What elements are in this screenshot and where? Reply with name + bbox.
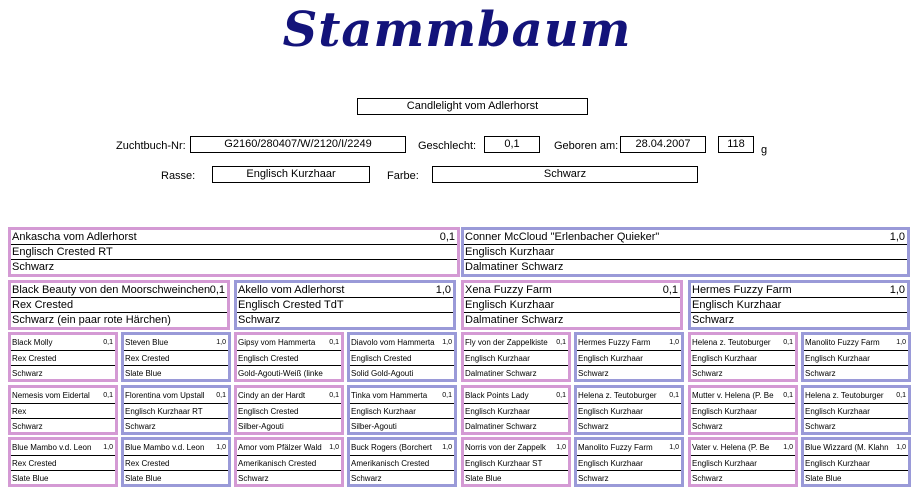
animal-name: Helena z. Teutoburger 0,1 <box>804 388 908 404</box>
sex-code: 0,1 <box>662 284 678 296</box>
animal-name: Blue Mambo v.d. Leon 1,0 <box>124 440 228 456</box>
sex-code: 0,1 <box>209 284 225 296</box>
animal-name: Hermes Fuzzy Farm 1,0 <box>577 335 681 351</box>
gewicht-field: 118 <box>718 136 754 153</box>
generation5-card <box>801 437 911 487</box>
generation4-card <box>8 385 118 435</box>
animal-breed: Englisch Kurzhaar <box>577 351 681 366</box>
animal-name: Blue Wizzard (M. Klahn 1,0 <box>804 440 908 456</box>
sex-code: 0,1 <box>442 388 452 404</box>
sex-code: 0,1 <box>556 388 566 404</box>
animal-color: Schwarz <box>125 422 156 431</box>
sex-code: 0,1 <box>556 335 566 351</box>
animal-name: Diavolo vom Hammerta 1,0 <box>350 335 454 351</box>
animal-name: Helena z. Teutoburger 0,1 <box>691 335 795 351</box>
animal-color: Gold-Agouti-Weiß (linke <box>238 369 323 378</box>
animal-color: Schwarz <box>238 474 269 483</box>
zuchtbuch-field: G2160/280407/W/2120/I/2249 <box>190 136 406 153</box>
animal-color: Schwarz (ein paar rote Härchen) <box>12 314 171 326</box>
sex-code: 0,1 <box>896 388 906 404</box>
animal-breed: Rex Crested <box>11 298 227 313</box>
animal-name: Tinka vom Hammerta 0,1 <box>350 388 454 404</box>
generation5-card <box>688 437 798 487</box>
rasse-field: Englisch Kurzhaar <box>212 166 370 183</box>
animal-color: Schwarz <box>692 422 723 431</box>
animal-breed: Englisch Kurzhaar <box>804 456 908 471</box>
sex-code: 1,0 <box>896 440 906 456</box>
sex-code: 1,0 <box>216 335 226 351</box>
animal-name: Manolito Fuzzy Farm 1,0 <box>804 335 908 351</box>
animal-color: Dalmatiner Schwarz <box>465 369 537 378</box>
generation3-card <box>121 332 231 382</box>
animal-color: Silber-Agouti <box>238 422 284 431</box>
sex-code: 0,1 <box>216 388 226 404</box>
animal-breed: Englisch Kurzhaar ST <box>464 456 568 471</box>
animal-breed: Englisch Crested TdT <box>237 298 453 313</box>
animal-breed: Englisch Kurzhaar <box>691 404 795 419</box>
sex-code: 0,1 <box>783 388 793 404</box>
animal-color: Solid Gold-Agouti <box>351 369 414 378</box>
generation2-card <box>234 280 456 330</box>
animal-color: Schwarz <box>12 369 43 378</box>
sex-code: 1,0 <box>442 335 452 351</box>
sex-code: 1,0 <box>669 440 679 456</box>
sex-code: 1,0 <box>435 284 451 296</box>
farbe-label: Farbe: <box>387 170 419 182</box>
sex-code: 1,0 <box>442 440 452 456</box>
animal-color: Schwarz <box>351 474 382 483</box>
animal-color: Silber-Agouti <box>351 422 397 431</box>
sex-code: 1,0 <box>216 440 226 456</box>
animal-name-field: Candlelight vom Adlerhorst <box>357 98 588 115</box>
animal-name: Steven Blue 1,0 <box>124 335 228 351</box>
rasse-label: Rasse: <box>161 170 196 182</box>
animal-name: Buck Rogers (Borchert 1,0 <box>350 440 454 456</box>
sex-code: 1,0 <box>896 335 906 351</box>
animal-name: Akello vom Adlerhorst 1,0 <box>238 284 451 296</box>
animal-color: Slate Blue <box>125 369 162 378</box>
generation2-card <box>461 280 683 330</box>
geschlecht-field: 0,1 <box>484 136 540 153</box>
sex-code: 1,0 <box>103 440 113 456</box>
generation5-card <box>121 437 231 487</box>
animal-breed: Englisch Kurzhaar <box>804 351 908 366</box>
animal-color: Slate Blue <box>465 474 502 483</box>
animal-color: Dalmatiner Schwarz <box>465 261 564 273</box>
animal-name: Nemesis vom Eidertal 0,1 <box>11 388 115 404</box>
sex-code: 1,0 <box>889 284 905 296</box>
animal-breed: Amerikanisch Crested <box>237 456 341 471</box>
sex-code: 0,1 <box>669 388 679 404</box>
generation5-card <box>461 437 571 487</box>
animal-breed: Englisch Kurzhaar <box>464 404 568 419</box>
geschlecht-label: Geschlecht: <box>418 140 477 152</box>
sex-code: 1,0 <box>329 440 339 456</box>
generation4-card <box>121 385 231 435</box>
animal-breed: Englisch Kurzhaar <box>577 456 681 471</box>
generation1-card <box>8 227 460 277</box>
animal-name: Ankascha vom Adlerhorst 0,1 <box>12 231 455 243</box>
animal-color: Schwarz <box>578 474 609 483</box>
animal-color: Schwarz <box>578 422 609 431</box>
generation3-card <box>688 332 798 382</box>
animal-breed: Englisch Crested <box>350 351 454 366</box>
animal-breed: Englisch Kurzhaar <box>464 298 680 313</box>
animal-name: Vater v. Helena (P. Be 1,0 <box>691 440 795 456</box>
animal-breed: Englisch Kurzhaar <box>464 351 568 366</box>
animal-name: Blue Mambo v.d. Leon 1,0 <box>11 440 115 456</box>
animal-breed: Amerikanisch Crested <box>350 456 454 471</box>
animal-breed: Englisch Crested RT <box>11 245 457 260</box>
generation4-card <box>574 385 684 435</box>
generation4-card <box>688 385 798 435</box>
animal-breed: Rex Crested <box>124 351 228 366</box>
page-title: Stammbaum <box>282 2 632 58</box>
animal-color: Dalmatiner Schwarz <box>465 422 537 431</box>
generation2-card <box>8 280 230 330</box>
generation1-card <box>461 227 910 277</box>
animal-breed: Englisch Kurzhaar <box>691 298 907 313</box>
animal-color: Schwarz <box>692 474 723 483</box>
animal-breed: Englisch Kurzhaar RT <box>124 404 228 419</box>
generation2-card <box>688 280 910 330</box>
sex-code: 0,1 <box>103 388 113 404</box>
animal-breed: Englisch Kurzhaar <box>691 351 795 366</box>
sex-code: 0,1 <box>439 231 455 243</box>
animal-name: Hermes Fuzzy Farm 1,0 <box>692 284 905 296</box>
animal-name: Amor vom Pfälzer Wald 1,0 <box>237 440 341 456</box>
animal-breed: Englisch Crested <box>237 404 341 419</box>
animal-breed: Rex Crested <box>124 456 228 471</box>
sex-code: 1,0 <box>669 335 679 351</box>
animal-breed: Rex <box>11 404 115 419</box>
animal-name: Black Molly 0,1 <box>11 335 115 351</box>
generation5-card <box>234 437 344 487</box>
generation3-card <box>461 332 571 382</box>
animal-breed: Rex Crested <box>11 456 115 471</box>
animal-breed: Rex Crested <box>11 351 115 366</box>
generation4-card <box>461 385 571 435</box>
animal-breed: Englisch Kurzhaar <box>577 404 681 419</box>
animal-color: Slate Blue <box>805 474 842 483</box>
animal-color: Schwarz <box>12 422 43 431</box>
animal-breed: Englisch Kurzhaar <box>804 404 908 419</box>
animal-name: Mutter v. Helena (P. Be 0,1 <box>691 388 795 404</box>
generation4-card <box>801 385 911 435</box>
generation3-card <box>347 332 457 382</box>
generation4-card <box>234 385 344 435</box>
generation3-card <box>801 332 911 382</box>
sex-code: 0,1 <box>103 335 113 351</box>
sex-code: 1,0 <box>783 440 793 456</box>
animal-name: Gipsy vom Hammerta 0,1 <box>237 335 341 351</box>
zuchtbuch-label: Zuchtbuch-Nr: <box>116 140 186 152</box>
sex-code: 0,1 <box>329 388 339 404</box>
animal-color: Schwarz <box>692 314 735 326</box>
generation3-card <box>234 332 344 382</box>
animal-color: Schwarz <box>805 369 836 378</box>
animal-breed: Englisch Crested <box>237 351 341 366</box>
geboren-label: Geboren am: <box>554 140 619 152</box>
generation3-card <box>574 332 684 382</box>
animal-name: Norris von der Zappelk 1,0 <box>464 440 568 456</box>
sex-code: 0,1 <box>783 335 793 351</box>
gewicht-unit: g <box>761 144 768 156</box>
animal-color: Slate Blue <box>12 474 49 483</box>
animal-name: Xena Fuzzy Farm 0,1 <box>465 284 678 296</box>
animal-name: Helena z. Teutoburger 0,1 <box>577 388 681 404</box>
animal-name: Conner McCloud "Erlenbacher Quieker" 1,0 <box>465 231 905 243</box>
sex-code: 1,0 <box>889 231 905 243</box>
sex-code: 0,1 <box>329 335 339 351</box>
animal-breed: Englisch Kurzhaar <box>464 245 907 260</box>
animal-name: Fly von der Zappelkiste 0,1 <box>464 335 568 351</box>
animal-color: Schwarz <box>692 369 723 378</box>
animal-color: Schwarz <box>238 314 281 326</box>
generation3-card <box>8 332 118 382</box>
animal-breed: Englisch Kurzhaar <box>691 456 795 471</box>
generation4-card <box>347 385 457 435</box>
animal-color: Schwarz <box>578 369 609 378</box>
animal-name: Florentina vom Upstall 0,1 <box>124 388 228 404</box>
animal-color: Schwarz <box>12 261 55 273</box>
animal-name: Black Points Lady 0,1 <box>464 388 568 404</box>
generation5-card <box>574 437 684 487</box>
animal-color: Schwarz <box>805 422 836 431</box>
sex-code: 1,0 <box>556 440 566 456</box>
animal-color: Dalmatiner Schwarz <box>465 314 564 326</box>
generation5-card <box>347 437 457 487</box>
animal-breed: Englisch Kurzhaar <box>350 404 454 419</box>
animal-color: Slate Blue <box>125 474 162 483</box>
animal-name: Black Beauty von den Moorschweinchen 0,1 <box>12 284 225 296</box>
farbe-field: Schwarz <box>432 166 698 183</box>
animal-name: Manolito Fuzzy Farm 1,0 <box>577 440 681 456</box>
animal-name: Cindy an der Hardt 0,1 <box>237 388 341 404</box>
geboren-field: 28.04.2007 <box>620 136 706 153</box>
generation5-card <box>8 437 118 487</box>
